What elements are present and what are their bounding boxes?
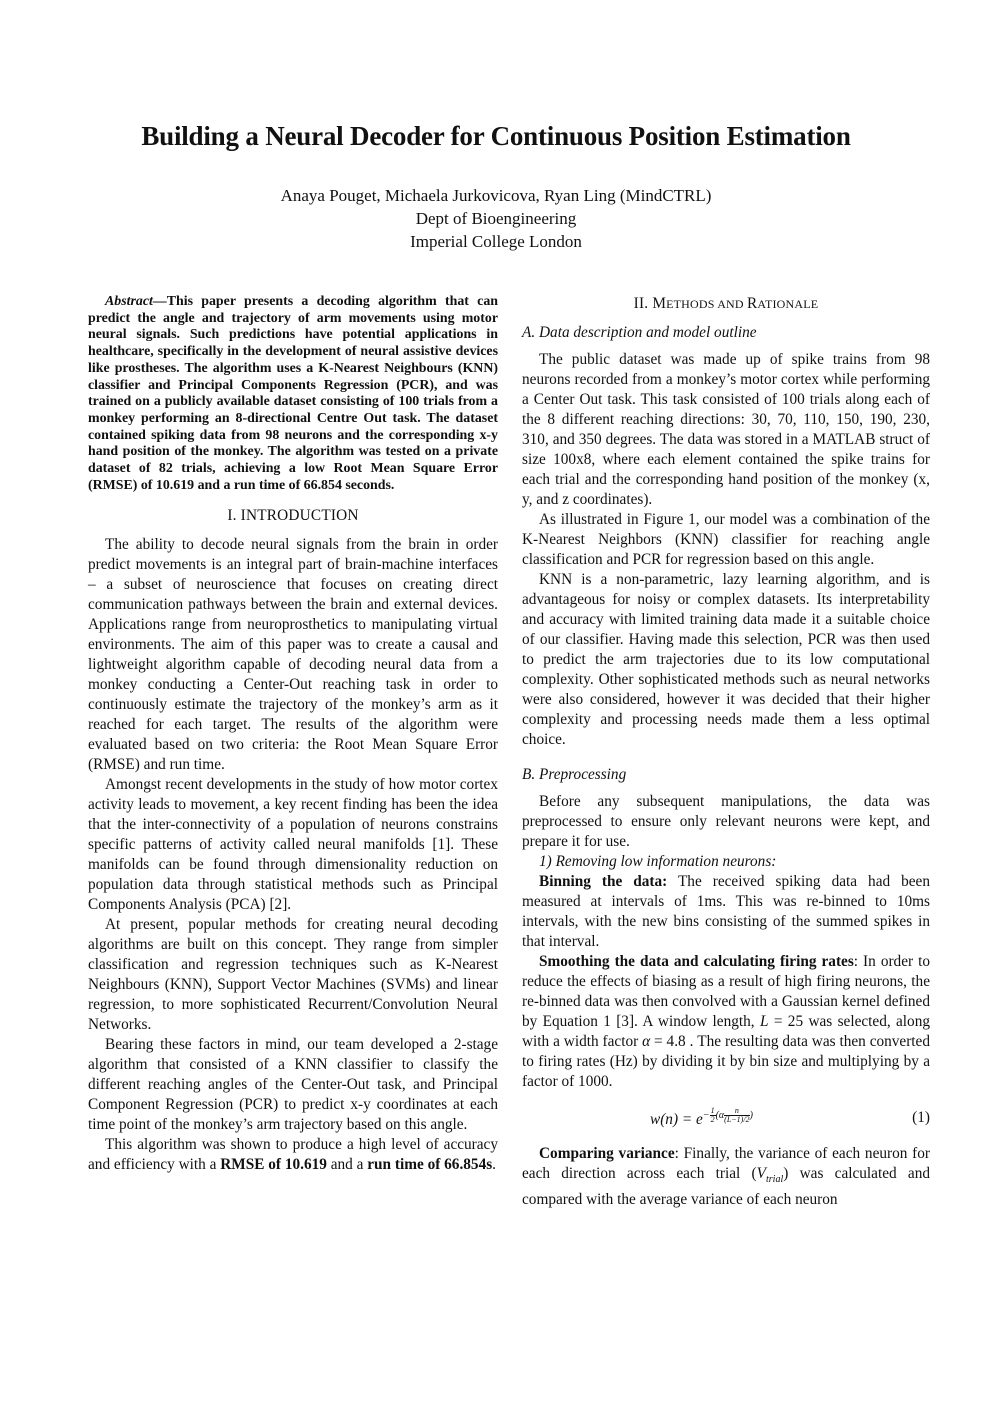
eq-alpha-open: (α (715, 1110, 725, 1121)
variance-paragraph (522, 1144, 930, 1210)
intro-p5-text: This algorithm was shown to produce a high level of accuracy and efficiency with a (88, 1136, 498, 1174)
equation-number: (1) (912, 1109, 930, 1126)
equation-body (650, 1106, 753, 1130)
smoothing-L: L (759, 1013, 769, 1030)
eq-half-num: 1 (710, 1106, 715, 1116)
intro-heading: I. INTRODUCTION (227, 507, 359, 525)
methods-heading-ethods: ETHODS AND (666, 297, 747, 311)
binning-label: Binning the data: (539, 873, 668, 890)
equation-exponent (702, 1106, 753, 1125)
subsubsection-1-heading: 1) Removing low information neurons: (539, 853, 777, 870)
eq-close: ) (749, 1110, 753, 1121)
methods-heading-num: II. (633, 295, 649, 312)
eq-frac-den: (L−1)/2 (724, 1115, 750, 1125)
eq-frac (724, 1107, 749, 1124)
author-names: Anaya Pouget, Michaela Jurkovicova, Ryan Ling (MindCTRL) (280, 186, 712, 205)
abstract-text: This paper presents a decoding algorithm that can predict the angle and trajectory of arm movements using motor neural signals. Such predictions have potential applications in healthcare, specifically in the development of neural assistive devices like prostheses. The algorithm uses a K-Nearest Neighbours (KNN) classifier and Principal Components Regression (PCR), and was trained on a publicly available dataset consisting of 100 trials from a monkey performing an 8-directional Centre Out task. The dataset contained spiking data from 98 neurons and the corresponding x-y hand position of the monkey. The algorithm was tested on a private dataset of 82 trials, achieving a low Root Mean Square Error (RMSE) of 10.619 and a run time of 66.854 seconds. (88, 294, 498, 493)
intro-paragraph-1: The ability to decode neural signals from the brain in order predict movements is an integral part of brain-machine interfaces – a subset of neuroscience that focuses on creating direct communication pathways between the brain and external devices. Applications range from neuroprosthetics to manipulating virtual environments. The aim of this paper was to create a causal and lightweight algorithm capable of decoding neural data from a monkey conducting a Center-Out reaching task in order to continuously estimate the trajectory of the monkey’s arm as it reached for each target. The results of the algorithm were evaluated based on two criteria: the Root Mean Square Error (RMSE) and run time. (88, 536, 498, 774)
equation-lhs: w(n) = e (650, 1111, 703, 1129)
intro-p5-runtime: run time of 66.854s (367, 1156, 493, 1174)
variance-label: Comparing variance (539, 1145, 675, 1162)
subsection-b-heading: B. Preprocessing (522, 766, 627, 783)
eq-frac-num: n (724, 1107, 749, 1116)
subsection-a-heading: A. Data description and model outline (522, 324, 757, 341)
intro-p5-rmse: RMSE of 10.619 (220, 1156, 327, 1174)
smoothing-text-3: = 4.8 . The resulting data was then converted to firing rates (Hz) by dividing it by bin size and multiplying by a factor of 1000. (522, 1033, 930, 1090)
methods-b-paragraph-1: Before any subsequent manipulations, the data was preprocessed to ensure only relevant neurons were kept, and prepare it for use. (522, 793, 930, 850)
methods-heading (522, 294, 930, 314)
methods-a-paragraph-3: KNN is a non-parametric, lazy learning algorithm, and is advantageous for noisy or complex datasets. Its interpretability and accuracy with limited training data made it a suitable choice of our classifier. Having made this selection, PCR was then used to predict the arm trajectories due to its low computational complexity. Other sophisticated methods such as neural networks were also considered, however it was decided that their higher complexity and processing needs made them a less optimal choice. (522, 571, 930, 748)
binning-text: The received spiking data had been measured at intervals of 1ms. This was re-binned to 10ms intervals, with the new bins consisting of the summed spikes in that interval. (522, 873, 930, 950)
abstract (88, 294, 498, 494)
smoothing-paragraph (522, 952, 930, 1092)
methods-heading-ationale: ATIONALE (757, 297, 819, 311)
equation-1 (522, 1102, 930, 1136)
eq-half-den: 2 (710, 1115, 715, 1125)
abstract-label: Abstract (105, 294, 153, 309)
binning-paragraph (522, 872, 930, 952)
methods-heading-r: R (747, 295, 758, 312)
smoothing-text-2: = 25 was selected, along with a width factor (522, 1013, 930, 1050)
variance-subscript: trial (766, 1174, 784, 1186)
variance-text-1: : Finally, the variance of each neuron for each direction across each trial ( (522, 1145, 930, 1182)
author-block (0, 184, 992, 253)
left-column (88, 294, 498, 1175)
author-dept: Dept of Bioengineering (415, 209, 577, 228)
intro-paragraph-2: Amongst recent developments in the study of how motor cortex activity leads to movement, a key recent finding has been the idea that the inter-connectivity of a population of neurons constrains specific patterns of activity called neural manifolds [1]. These manifolds can be found through dimensionality reduction on population data through statistical methods such as Principal Components Analysis (PCA) [2]. (88, 776, 498, 914)
methods-a-paragraph-1: The public dataset was made up of spike trains from 98 neurons recorded from a monkey’s motor cortex while performing a Center Out task. This task consisted of 100 trials along each of the 8 different reaching directions: 30, 70, 110, 150, 190, 230, 310, and 350 degrees. The data was stored in a MATLAB struct of size 100x8, where each element contained the spike trains for each trial and the corresponding hand position of the monkey (x, y, and z coordinates). (522, 351, 930, 508)
smoothing-label: Smoothing the data and calculating firing rates (539, 953, 854, 970)
smoothing-text-1: : In order to reduce the effects of biasing as a result of high firing neurons, the re-binned data was then convolved with a Gaussian kernel defined by Equation 1 [3]. A window length, (522, 953, 931, 1030)
intro-paragraph-4: Bearing these factors in mind, our team developed a 2-stage algorithm that consisted of a KNN classifier to classify the different reaching angles of the Center-Out task, and Principal Component Regression (PCR) to predict x-y coordinates at each time point of the monkey’s arm trajectory based on this angle. (88, 1036, 498, 1134)
variance-symbol: V (756, 1165, 767, 1182)
intro-paragraph-5 (88, 1135, 498, 1175)
variance-text-2: ) was calculated and compared with the average variance of each neuron (522, 1165, 930, 1209)
page-title: Building a Neural Decoder for Continuous Position Estimation (141, 121, 851, 151)
intro-p5-mid: and a (326, 1156, 368, 1174)
methods-heading-m: M (652, 295, 667, 312)
eq-minus: − (702, 1110, 710, 1121)
intro-paragraph-3: At present, popular methods for creating neural decoding algorithms are built on this concept. They range from simpler classification and regression techniques such as K-Nearest Neighbours (KNN), Support Vector Machines (SVMs) and linear regression, to more sophisticated Recurrent/Convolution Neural Networks. (88, 916, 498, 1034)
right-column (522, 294, 930, 1210)
abstract-dash: — (152, 294, 167, 309)
smoothing-alpha: α (642, 1033, 651, 1050)
author-institution: Imperial College London (410, 232, 582, 251)
methods-a-paragraph-2: As illustrated in Figure 1, our model was a combination of the K-Nearest Neighbors (KNN) classifier for reaching angle classification and PCR for regression based on this angle. (522, 511, 930, 568)
intro-p5-end: . (492, 1156, 496, 1174)
